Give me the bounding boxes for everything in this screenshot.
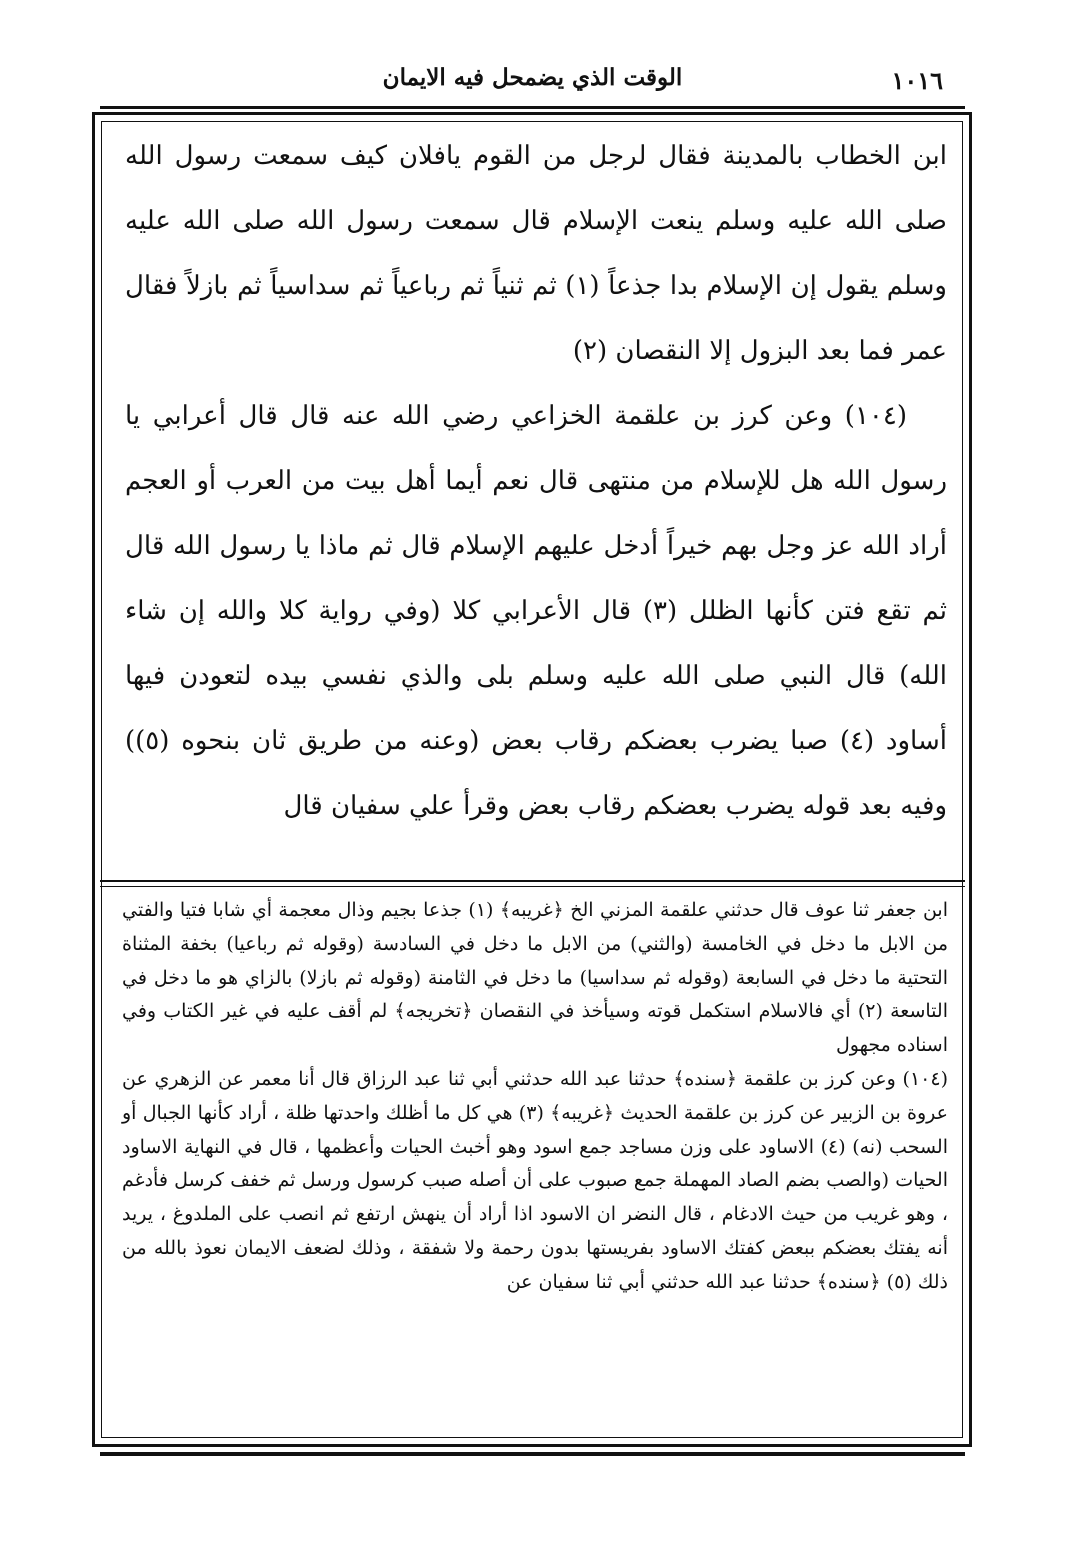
page-header — [100, 64, 965, 100]
header-rule — [100, 106, 965, 109]
footnote-separator — [100, 880, 965, 882]
footnote-separator-thin — [100, 886, 965, 887]
main-text — [125, 124, 947, 839]
bottom-rule — [100, 1452, 965, 1456]
footnote-block-1: ابن جعفر ثنا عوف قال حدثني علقمة المزني الخ ﴿غريبه﴾ (١) جذعا بجيم وذال معجمة أي شابا فتيا والفتي من الابل ما دخل في الخامسة (والثني) من الابل ما دخل في السادسة (وقوله ثم رباعيا) بخفة المثناة التحتية ما دخل في السابعة (وقوله ثم سداسيا) ما دخل في الثامنة (وقوله ثم بازلا) بالزاي هو ما دخل في التاسعة (٢) أي فالاسلام استكمل قوته وسيأخذ في النقصان ﴿تخريجه﴾ لم أقف عليه في غير الكتاب وفي اسناده مجهول — [122, 899, 948, 1057]
running-title: الوقت الذي يضمحل فيه الايمان — [382, 64, 683, 91]
main-paragraph-2: (١٠٤) وعن كرز بن علقمة الخزاعي رضي الله عنه قال قال أعرابي يا رسول الله هل للإسلام من منتهى قال نعم أيما أهل بيت من العرب أو العجم أراد الله عز وجل بهم خيراً أدخل عليهم الإسلام قال ثم ماذا يا رسول الله قال ثم تقع فتن كأنها الظلل (٣) قال الأعرابي كلا (وفي رواية كلا والله إن شاء الله) قال النبي صلى الله عليه وسلم بلى والذي نفسي بيده لتعودن فيها أساود (٤) صبا يضرب بعضكم رقاب بعض (وعنه من طريق ثان بنحوه (٥)) وفيه بعد قوله يضرب بعضكم رقاب بعض وقرأ علي سفيان قال — [125, 401, 948, 821]
main-paragraph-1: ابن الخطاب بالمدينة فقال لرجل من القوم يافلان كيف سمعت رسول الله صلى الله عليه وسلم ينعت الإسلام قال سمعت رسول الله صلى الله عليه وسلم يقول إن الإسلام بدا جذعاً (١) ثم ثنياً ثم رباعياً ثم سداسياً ثم بازلاً فقال عمر فما بعد البزول إلا النقصان (٢) — [125, 141, 947, 366]
page-number: ١٠١٦ — [891, 66, 943, 95]
footnotes — [122, 894, 948, 1300]
footnote-block-2: (١٠٤) وعن كرز بن علقمة ﴿سنده﴾ حدثنا عبد الله حدثني أبي ثنا عبد الرزاق قال أنا معمر عن الزهري عن عروة بن الزبير عن كرز بن علقمة الحديث ﴿غريبه﴾ (٣) هي كل ما أظلك واحدتها ظلة ، أراد كأنها الجبال أو السحب (نه) (٤) الاساود على وزن مساجد جمع اسود وهو أخبث الحيات وأعظمها ، قال في النهاية الاساود الحيات (والصب بضم الصاد المهملة جمع صبوب على أن أصله صبب كرسول ورسل ثم خفف كرسل فأدغم ، وهو غريب من حيث الادغام ، قال النضر ان الاسود اذا أراد أن ينهش ارتفع ثم انصب على الملدوغ ، يريد أنه يفتك بعضكم ببعض كفتك الاساود بفريستها بدون رحمة ولا شفقة ، وذلك لضعف الايمان نعوذ بالله من ذلك (٥) ﴿سنده﴾ حدثنا عبد الله حدثني أبي ثنا سفيان عن — [122, 1067, 948, 1293]
